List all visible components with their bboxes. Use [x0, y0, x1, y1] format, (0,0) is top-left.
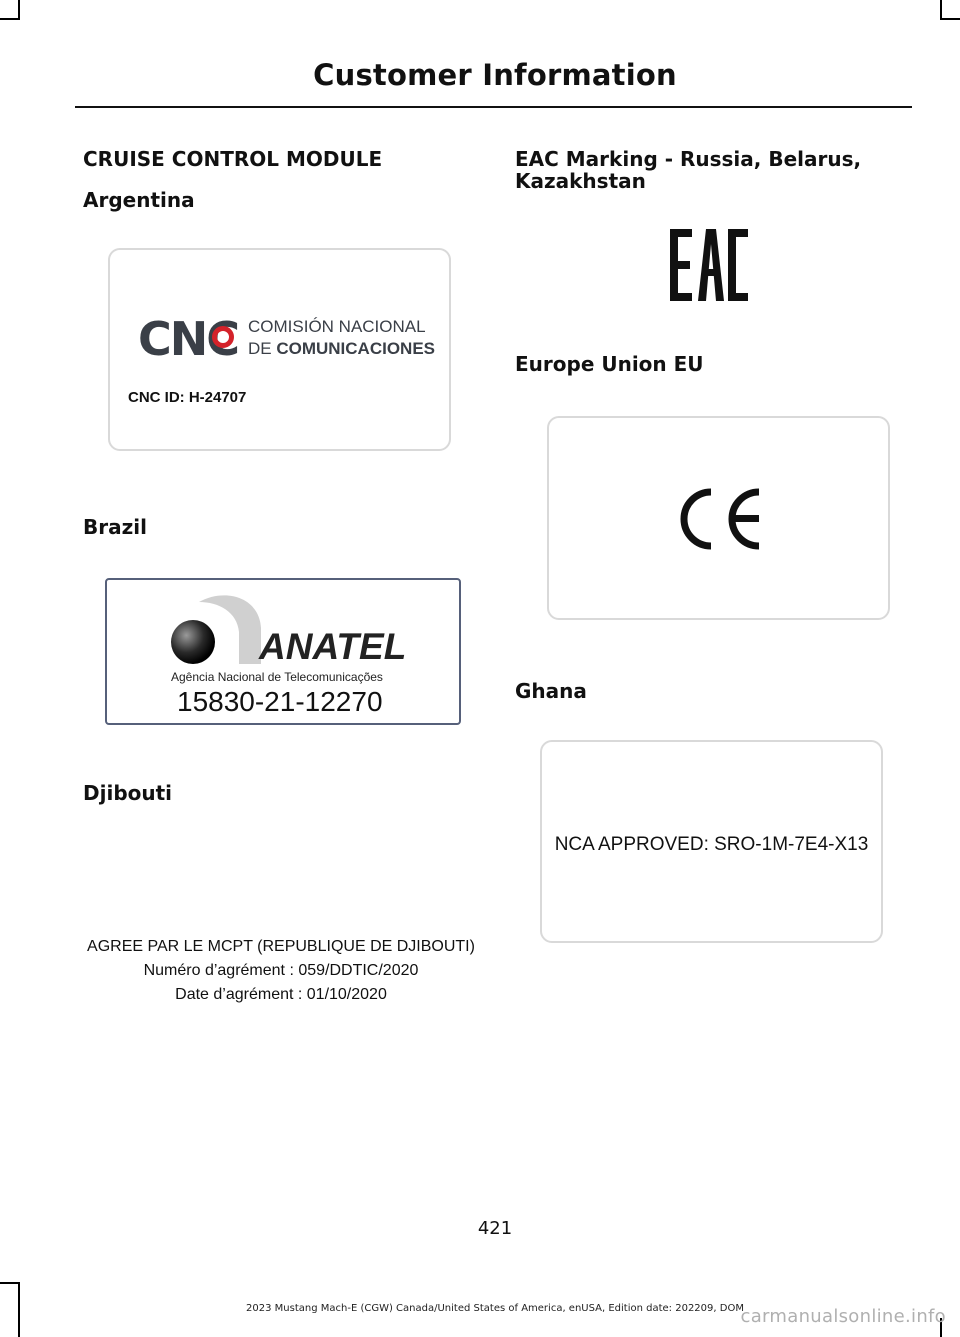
- ce-mark-icon: [677, 486, 765, 552]
- crop-mark-top-right-h: [940, 18, 960, 20]
- crop-mark-top-left-h: [0, 18, 20, 20]
- section-heading-cruise-control: CRUISE CONTROL MODULE: [83, 147, 383, 171]
- anatel-agency: Agência Nacional de Telecomunicações: [171, 670, 383, 684]
- anatel-logo-icon: [169, 588, 265, 668]
- heading-brazil: Brazil: [83, 515, 147, 539]
- crop-mark-top-right-v: [940, 0, 942, 20]
- cnc-logo-line2-bold: COMUNICACIONES: [276, 339, 436, 358]
- anatel-number: 15830-21-12270: [177, 686, 383, 717]
- cnc-id-text: CNC ID: H-24707: [128, 389, 247, 406]
- heading-eu: Europe Union EU: [515, 352, 704, 376]
- watermark: carmanualsonline.info: [740, 1306, 946, 1327]
- ghana-nca-text: NCA APPROVED: SRO-1M-7E4-X13: [554, 834, 869, 855]
- cnc-logo-line2: [248, 338, 435, 360]
- djibouti-line1: AGREE PAR LE MCPT (REPUBLIQUE DE DJIBOUTI): [87, 938, 475, 955]
- eu-ce-card: [547, 416, 890, 620]
- heading-argentina: Argentina: [83, 188, 195, 212]
- crop-mark-top-left-v: [18, 0, 20, 20]
- cnc-logo-line1: COMISIÓN NACIONAL: [248, 317, 426, 336]
- edition-line: 2023 Mustang Mach-E (CGW) Canada/United States of America, enUSA, Edition date: 202209, DOM: [246, 1303, 744, 1314]
- djibouti-line3: Date d’agrément : 01/10/2020: [175, 986, 387, 1003]
- brazil-anatel-card: [105, 578, 461, 725]
- ghana-nca-card: [540, 740, 883, 943]
- eac-mark-icon: [668, 224, 752, 306]
- djibouti-approval-text: [86, 935, 476, 1007]
- heading-djibouti: Djibouti: [83, 781, 173, 805]
- eac-mark-svg: [668, 224, 752, 306]
- argentina-cnc-card: [108, 248, 451, 451]
- cnc-logo-line2-prefix: DE: [248, 339, 277, 358]
- title-divider: [75, 106, 912, 108]
- djibouti-line2: Numéro d’agrément : 059/DDTIC/2020: [143, 962, 419, 979]
- heading-eac: EAC Marking - Russia, Belarus, Kazakhstan: [515, 147, 862, 193]
- cnc-logo-text: CNC: [138, 312, 239, 366]
- cnc-logo-red-ring-icon: [212, 326, 234, 348]
- cnc-logo-caption: [248, 316, 435, 360]
- page-title: Customer Information: [313, 58, 677, 92]
- page-number: 421: [477, 1218, 513, 1239]
- anatel-brand: ANATEL: [259, 626, 407, 667]
- crop-mark-bottom-left-h: [0, 1282, 20, 1284]
- heading-ghana: Ghana: [515, 679, 587, 703]
